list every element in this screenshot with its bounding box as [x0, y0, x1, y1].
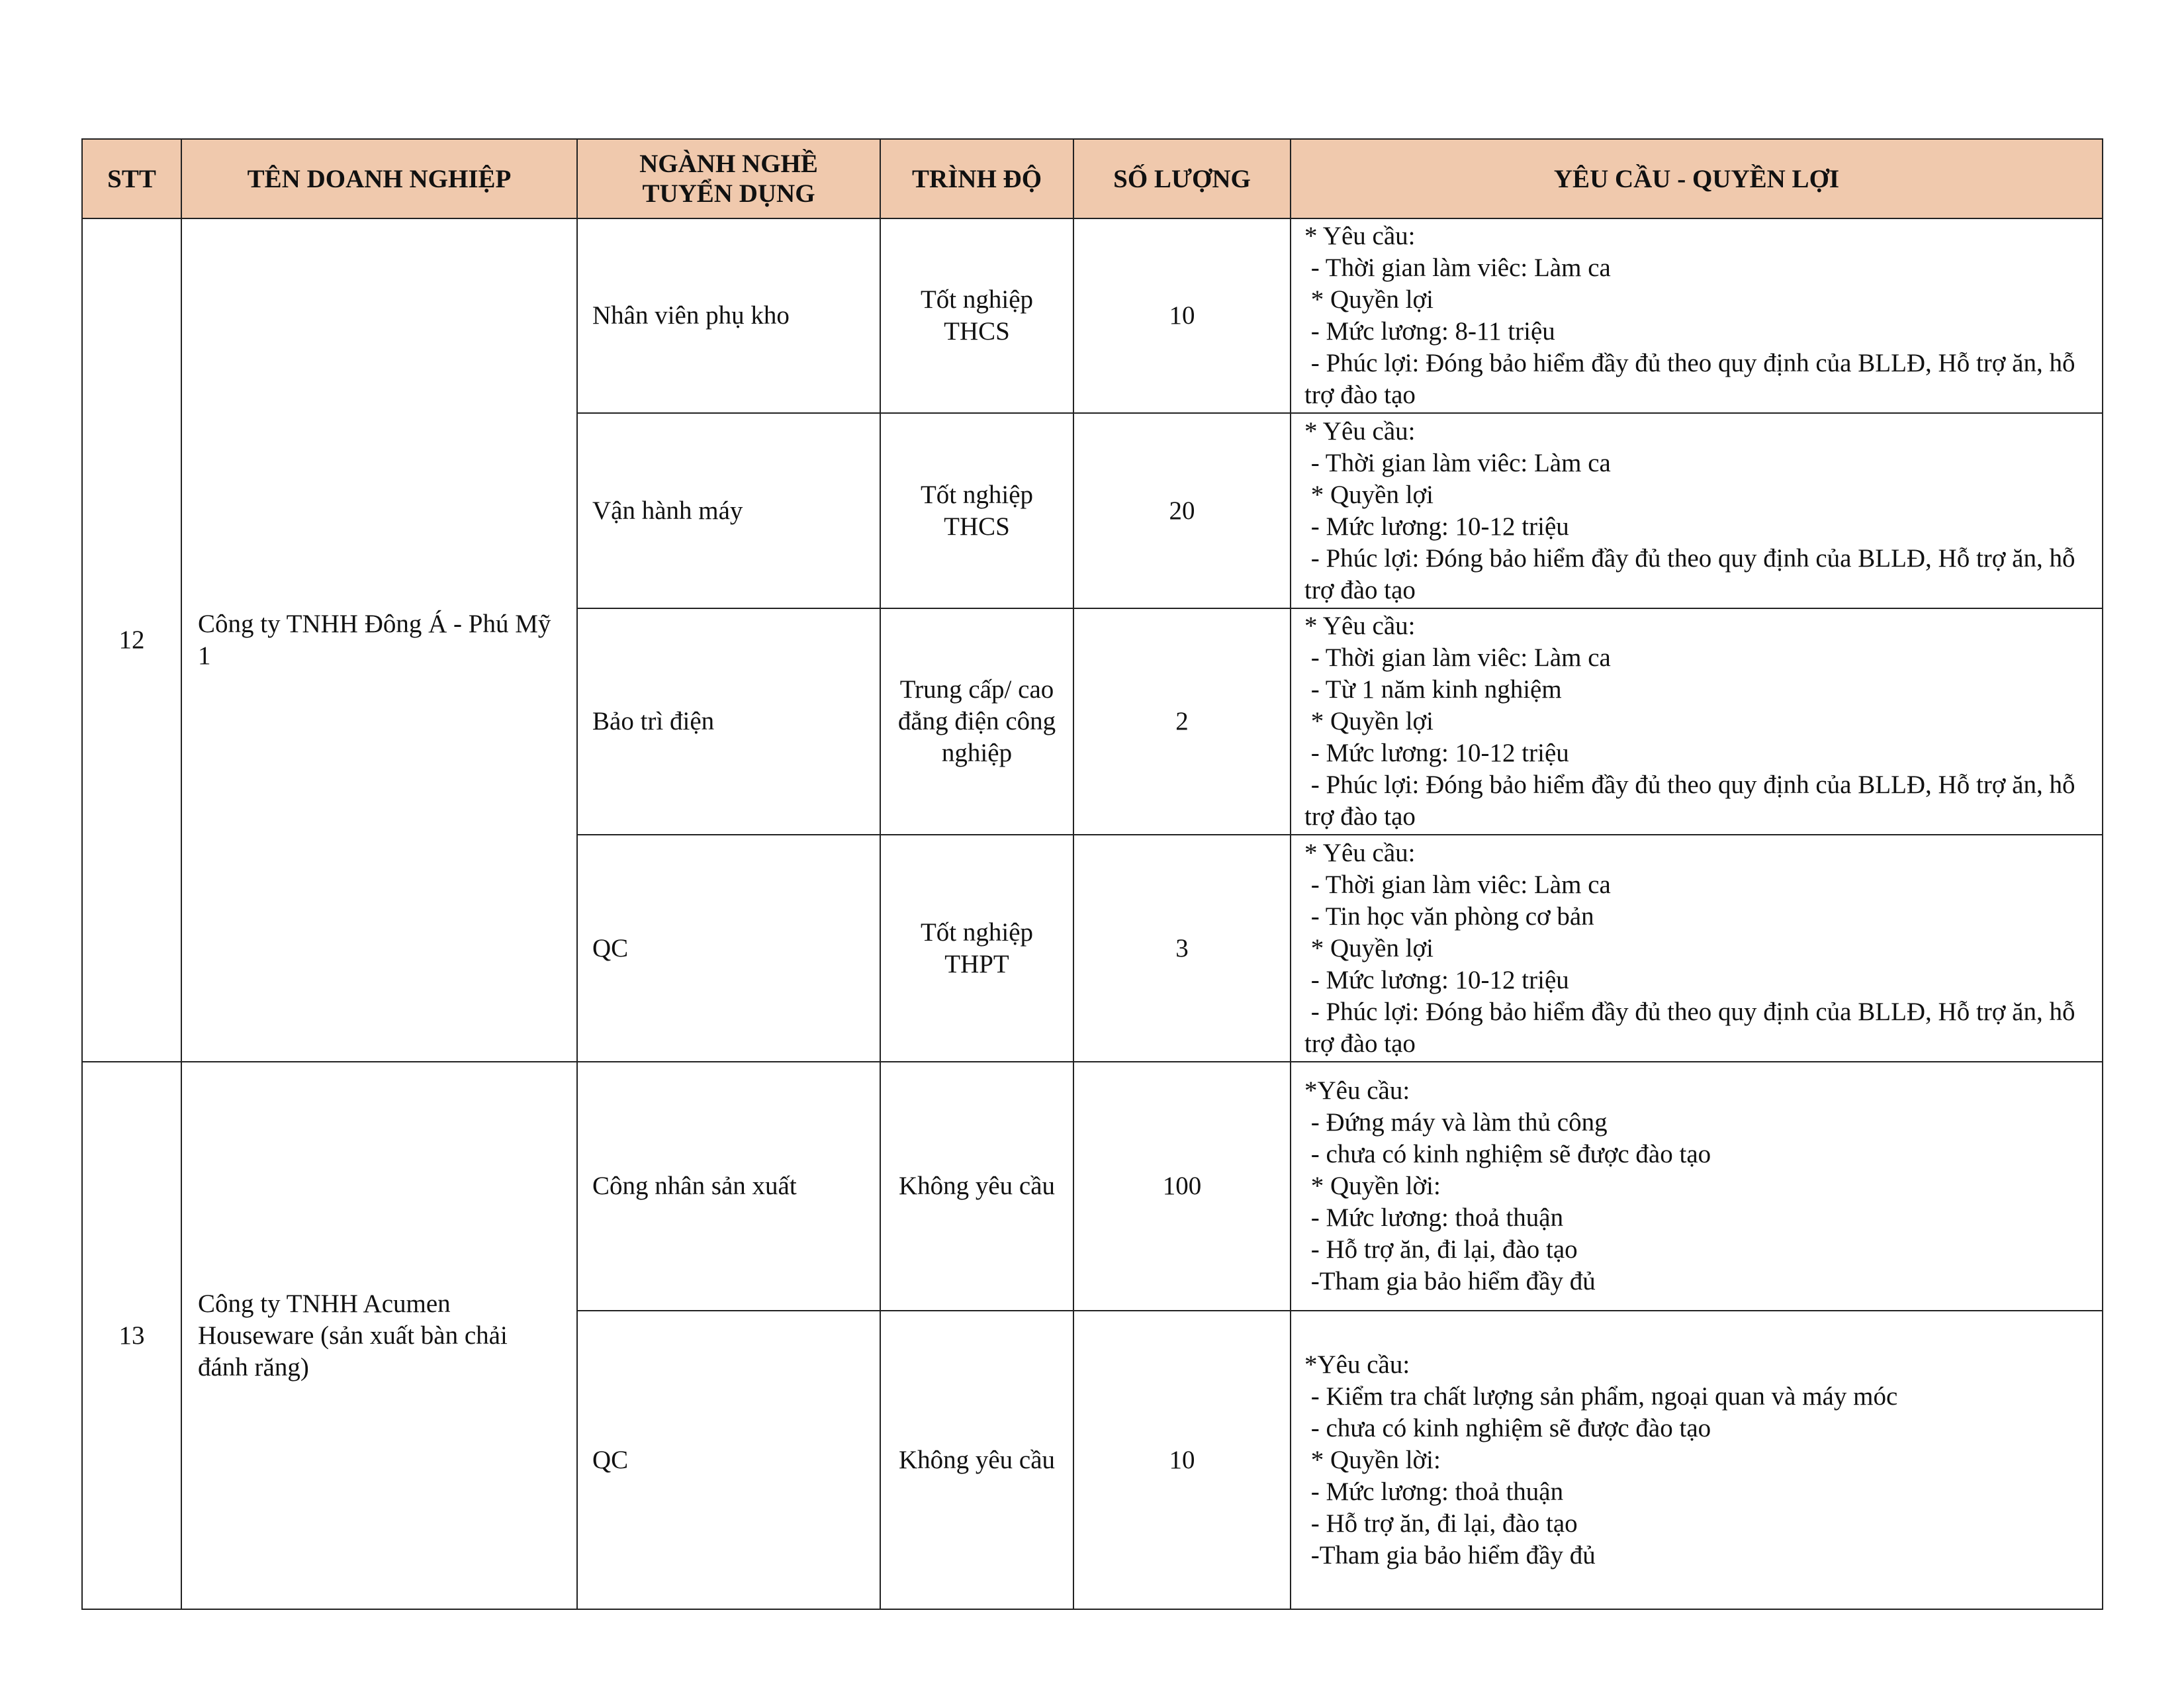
job-title-cell: Nhân viên phụ kho: [577, 218, 880, 413]
stt-cell: 13: [82, 1062, 181, 1609]
req-line: - Phúc lợi: Đóng bảo hiểm đầy đủ theo quy định của BLLĐ, Hỗ trợ ăn, hỗ trợ đào tạo: [1304, 997, 2082, 1058]
level-cell: Tốt nghiệp THCS: [880, 218, 1073, 413]
req-line: -Tham gia bảo hiểm đầy đủ: [1304, 1267, 1596, 1295]
req-line: - Tin học văn phòng cơ bản: [1304, 902, 1594, 931]
requirements-cell: [1291, 835, 2103, 1062]
req-line: - Mức lương: thoả thuận: [1304, 1477, 1564, 1506]
req-line: * Yêu cầu:: [1304, 838, 1416, 867]
req-line: - chưa có kinh nghiệm sẽ được đào tạo: [1304, 1140, 1711, 1168]
req-line: - Mức lương: 10-12 triệu: [1304, 965, 1569, 994]
level-cell: Không yêu cầu: [880, 1062, 1073, 1311]
job-title-cell: Công nhân sản xuất: [577, 1062, 880, 1311]
qty-cell: 10: [1073, 1311, 1291, 1609]
qty-cell: 2: [1073, 608, 1291, 835]
job-title-cell: Bảo trì điện: [577, 608, 880, 835]
req-line: * Quyền lời:: [1304, 1172, 1441, 1200]
req-line: - Từ 1 năm kinh nghiệm: [1304, 675, 1562, 704]
req-line: - Thời gian làm viêc: Làm ca: [1304, 254, 1611, 282]
req-line: - Thời gian làm viêc: Làm ca: [1304, 870, 1611, 899]
req-line: - Phúc lợi: Đóng bảo hiểm đầy đủ theo quy định của BLLĐ, Hỗ trợ ăn, hỗ trợ đào tạo: [1304, 771, 2082, 831]
requirements-cell: [1291, 1311, 2103, 1609]
level-cell: Tốt nghiệp THPT: [880, 835, 1073, 1062]
req-line: - Mức lương: 8-11 triệu: [1304, 317, 1555, 346]
company-name-cell: Công ty TNHH Acumen Houseware (sản xuất bàn chải đánh răng): [181, 1062, 577, 1609]
req-line: * Quyền lời:: [1304, 1445, 1441, 1474]
requirements-cell: [1291, 413, 2103, 608]
req-line: - Hỗ trợ ăn, đi lại, đào tạo: [1304, 1235, 1578, 1264]
req-line: -Tham gia bảo hiểm đầy đủ: [1304, 1540, 1596, 1570]
header-job: NGÀNH NGHỀ TUYỂN DỤNG: [577, 139, 880, 218]
stt-cell: 12: [82, 218, 181, 1062]
req-line: - Mức lương: thoả thuận: [1304, 1203, 1564, 1232]
req-line: - Phúc lợi: Đóng bảo hiểm đầy đủ theo quy định của BLLĐ, Hỗ trợ ăn, hỗ trợ đào tạo: [1304, 543, 2082, 604]
req-line: - Phúc lợi: Đóng bảo hiểm đầy đủ theo quy định của BLLĐ, Hỗ trợ ăn, hỗ trợ đào tạo: [1304, 349, 2082, 409]
level-cell: Trung cấp/ cao đẳng điện công nghiệp: [880, 608, 1073, 835]
req-line: * Quyền lợi: [1304, 707, 1434, 735]
job-title-cell: QC: [577, 835, 880, 1062]
req-line: - Thời gian làm viêc: Làm ca: [1304, 643, 1611, 672]
header-row: [82, 139, 2103, 218]
job-title-cell: Vận hành máy: [577, 413, 880, 608]
req-line: *Yêu cầu:: [1304, 1076, 1410, 1105]
req-line: *Yêu cầu:: [1304, 1350, 1410, 1379]
req-line: - Đứng máy và làm thủ công: [1304, 1108, 1608, 1137]
recruitment-table: [81, 138, 2103, 1610]
req-line: - chưa có kinh nghiệm sẽ được đào tạo: [1304, 1413, 1711, 1442]
qty-cell: 3: [1073, 835, 1291, 1062]
req-line: * Yêu cầu:: [1304, 222, 1416, 250]
req-line: - Mức lương: 10-12 triệu: [1304, 512, 1569, 541]
level-cell: Tốt nghiệp THCS: [880, 413, 1073, 608]
table-row: [82, 218, 2103, 413]
req-line: - Mức lương: 10-12 triệu: [1304, 739, 1569, 767]
req-line: * Yêu cầu:: [1304, 416, 1416, 445]
header-req: YÊU CẦU - QUYỀN LỢI: [1291, 139, 2103, 218]
req-line: - Kiểm tra chất lượng sản phẩm, ngoại quan và máy móc: [1304, 1382, 1898, 1411]
req-line: * Quyền lợi: [1304, 285, 1434, 314]
req-line: * Quyền lợi: [1304, 480, 1434, 509]
req-line: * Quyền lợi: [1304, 933, 1434, 962]
header-company: TÊN DOANH NGHIỆP: [181, 139, 577, 218]
qty-cell: 20: [1073, 413, 1291, 608]
req-line: - Thời gian làm viêc: Làm ca: [1304, 448, 1611, 477]
header-qty: SỐ LƯỢNG: [1073, 139, 1291, 218]
level-cell: Không yêu cầu: [880, 1311, 1073, 1609]
header-stt: STT: [82, 139, 181, 218]
req-line: - Hỗ trợ ăn, đi lại, đào tạo: [1304, 1509, 1578, 1538]
req-line: * Yêu cầu:: [1304, 612, 1416, 640]
company-name-cell: Công ty TNHH Đông Á - Phú Mỹ 1: [181, 218, 577, 1062]
requirements-cell: [1291, 608, 2103, 835]
qty-cell: 100: [1073, 1062, 1291, 1311]
header-level: TRÌNH ĐỘ: [880, 139, 1073, 218]
table-row: [82, 1062, 2103, 1311]
qty-cell: 10: [1073, 218, 1291, 413]
job-title-cell: QC: [577, 1311, 880, 1609]
requirements-cell: [1291, 218, 2103, 413]
requirements-cell: [1291, 1062, 2103, 1311]
